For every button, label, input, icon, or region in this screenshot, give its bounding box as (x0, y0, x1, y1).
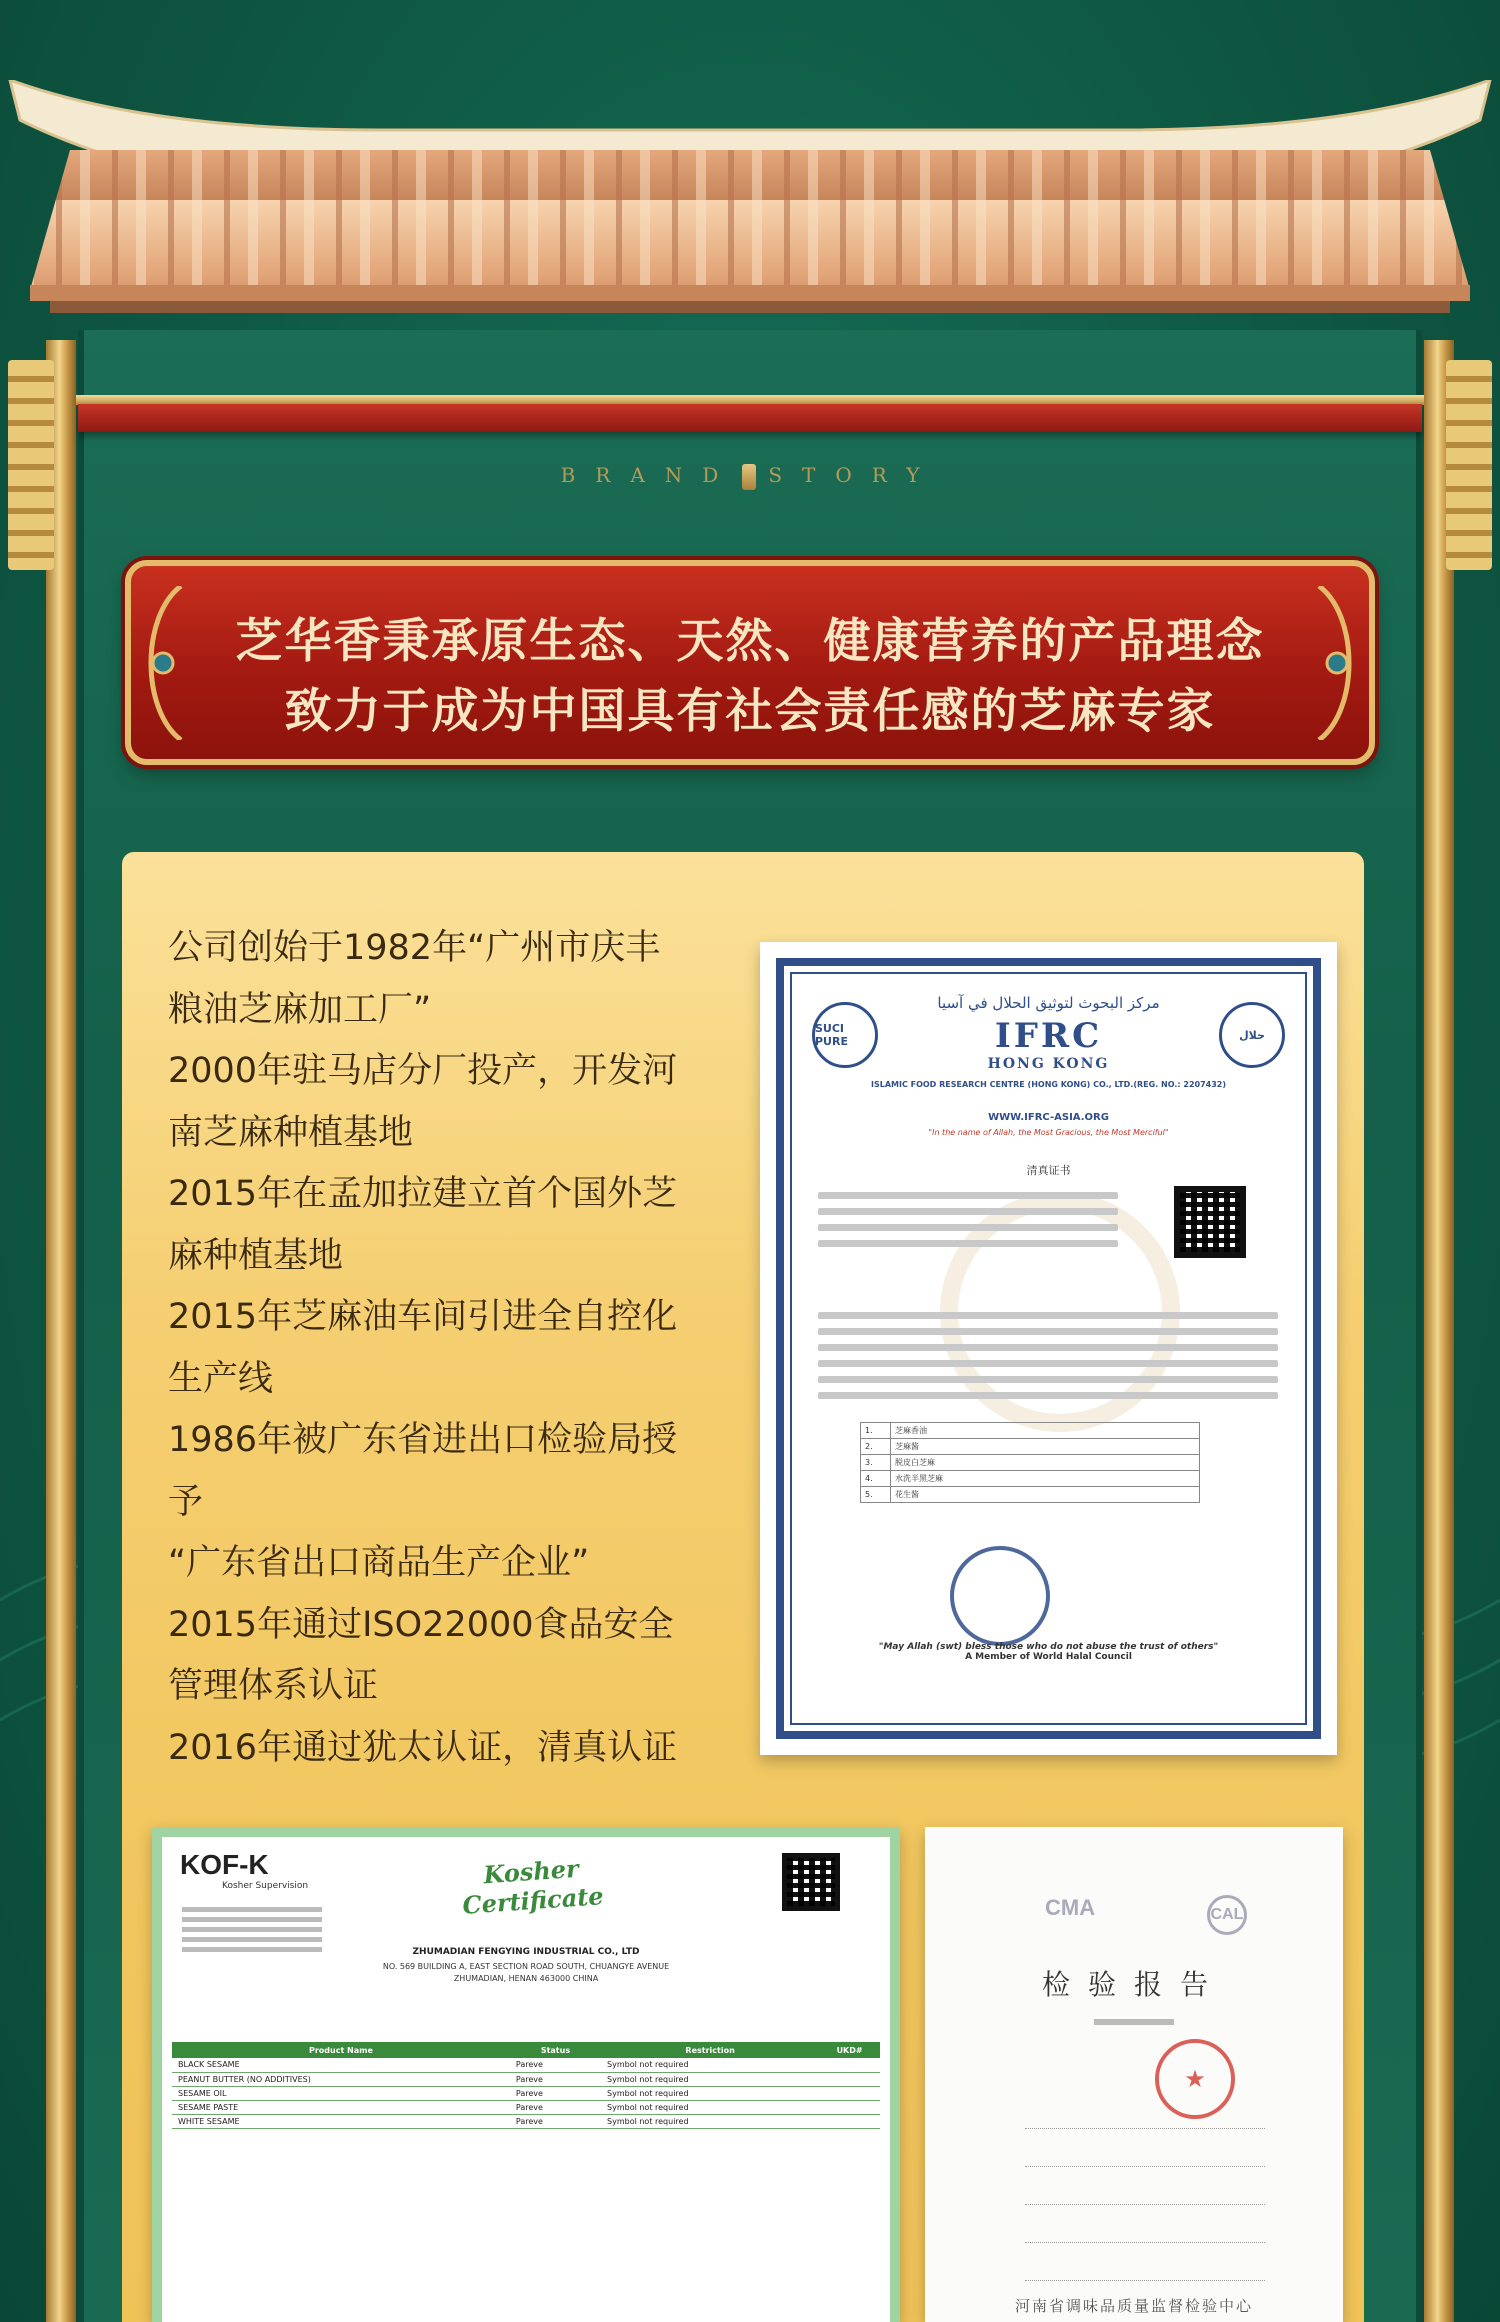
kosher-product-table: Product Name Status Restriction UKD# BLACK SESAME Pareve Symbol not required PEANUT BUTTER (NO ADDITIVES) Pareve Symbol not required SESAME OIL Pareve Symbol not required SESAME PASTE Pareve Symbol not required WHITE SESAME Pareve Symbol not required (172, 2042, 880, 2129)
ifrc-stamp-icon (950, 1546, 1050, 1646)
ifrc-motto: "In the name of Allah, the Most Gracious, the Most Merciful" (928, 1128, 1169, 1137)
company-history (168, 918, 728, 1779)
history-line: 予 (168, 1481, 204, 1522)
qr-code-icon (1174, 1186, 1246, 1258)
ifrc-cert-title: 清真证书 (1026, 1164, 1071, 1177)
product-table: 1. 芝麻香油 2. 芝麻酱 3. 脱皮白芝麻 4. 水洗半黑芝麻 5. 花生酱 (860, 1422, 1200, 1503)
table-row: BLACK SESAME Pareve Symbol not required (172, 2058, 880, 2072)
right-pillar (1424, 340, 1454, 2322)
history-line: 2000年驻马店分厂投产，开发河 (168, 1051, 678, 1091)
brand-story-right: STORY (768, 463, 940, 487)
report-fields (1025, 2099, 1265, 2289)
table-row: WHITE SESAME Pareve Symbol not required (172, 2114, 880, 2128)
table-row: PEANUT BUTTER (NO ADDITIVES) Pareve Symbol not required (172, 2072, 880, 2086)
cert-text-block (818, 1312, 1278, 1408)
kosher-company: ZHUMADIAN FENGYING INDUSTRIAL CO., LTD (412, 1947, 640, 1957)
history-line: 2015年通过ISO22000食品安全 (168, 1604, 674, 1645)
left-pillar (46, 340, 76, 2322)
kosher-certificate (152, 1827, 900, 2322)
red-beam (78, 404, 1422, 432)
kosher-title: Kosher Certificate (461, 1853, 605, 1920)
brand-story-left: BRAND (560, 463, 739, 487)
ifrc-website: WWW.IFRC-ASIA.ORG (988, 1112, 1109, 1123)
history-line: 2016年通过犹太认证，清真认证 (168, 1727, 678, 1768)
slogan-line-2: 致力于成为中国具有社会责任感的芝麻专家 (284, 684, 1216, 739)
kosher-address: NO. 569 BUILDING A, EAST SECTION ROAD SOUTH, CHUANGYE AVENUE ZHUMADIAN, HENAN 463000 CHINA (382, 1962, 670, 1983)
kofk-logo: KOF-K (180, 1849, 269, 1880)
kofk-subtitle: Kosher Supervision (222, 1881, 309, 1891)
history-line: 2015年芝麻油车间引进全自控化 (168, 1297, 678, 1337)
report-number-line (925, 2019, 1343, 2025)
history-line: 粮油芝麻加工厂” (168, 989, 432, 1030)
brand-story-label (0, 463, 1500, 490)
table-row: SESAME PASTE Pareve Symbol not required (172, 2100, 880, 2114)
history-line: 2015年在孟加拉建立首个国外芝 (168, 1174, 678, 1214)
history-line: 管理体系认证 (168, 1666, 379, 1706)
history-line: 公司创始于1982年“广州市庆丰 (168, 928, 661, 968)
report-title: 检验报告 (1041, 1968, 1226, 2001)
brand-story-mark-icon (742, 464, 756, 490)
table-row: SESAME OIL Pareve Symbol not required (172, 2086, 880, 2100)
halal-seal-icon: حلال (1219, 1002, 1285, 1068)
report-issuer: 河南省调味品质量监督检验中心 (1014, 2297, 1253, 2315)
cma-logo: CMA (1045, 1895, 1096, 1920)
history-line: 南芝麻种植基地 (168, 1112, 414, 1153)
history-line: 生产线 (168, 1358, 274, 1399)
suci-seal-icon: SUCI PURE (812, 1002, 878, 1068)
ifrc-location: HONG KONG (987, 1056, 1110, 1072)
halal-certificate (760, 942, 1337, 1755)
slogan-line-1: 芝华香秉承原生态、天然、健康营养的产品理念 (235, 614, 1265, 669)
history-line: “广东省出口商品生产企业” (168, 1543, 590, 1583)
ifrc-bottom-text: "May Allah (swt) bless those who do not abuse the trust of others" A Member of World Halal Council (878, 1642, 1219, 1662)
history-line: 1986年被广东省进出口检验局授 (168, 1420, 678, 1460)
slogan-banner (125, 560, 1375, 765)
qr-code-icon (782, 1853, 840, 1911)
inspection-report (925, 1827, 1343, 2322)
history-line: 麻种植基地 (168, 1235, 344, 1276)
ifrc-centre-name: ISLAMIC FOOD RESEARCH CENTRE (HONG KONG) CO., LTD.(REG. NO.: 2207432) (870, 1080, 1226, 1089)
roof-tiles-icon (0, 80, 1500, 340)
ifrc-logo: IFRC (994, 1016, 1103, 1056)
ifrc-arabic-name: مركز البحوث لتوثيق الحلال في آسيا (937, 994, 1160, 1012)
cert-text-block (818, 1192, 1118, 1256)
cal-logo: CAL (1207, 1895, 1247, 1935)
